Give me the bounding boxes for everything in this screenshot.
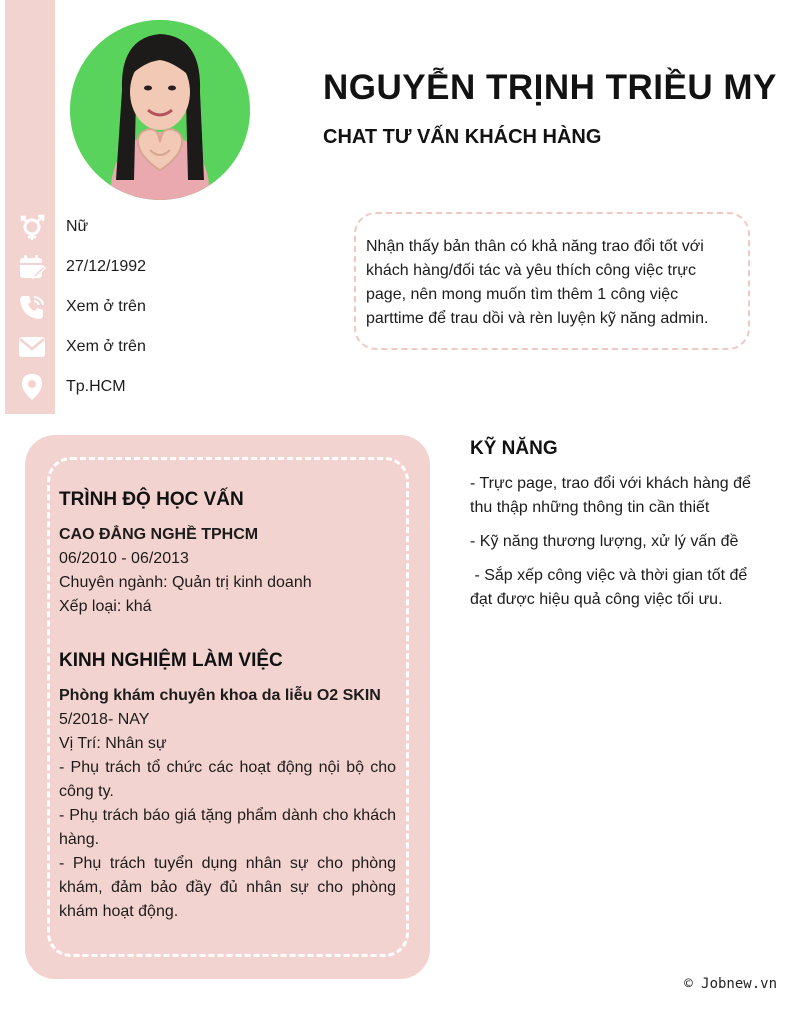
education-section [59, 489, 396, 619]
experience-period: 5/2018- NAY [59, 711, 150, 728]
location-pin-icon [18, 373, 46, 401]
contact-phone: Xem ở trên [66, 298, 146, 315]
education-major: Chuyên ngành: Quản trị kinh doanh [59, 574, 312, 591]
contact-birthdate: 27/12/1992 [66, 258, 147, 275]
skill-item: - Sắp xếp công việc và thời gian tốt để đạt được hiệu quả công việc tối ưu. [470, 567, 752, 608]
experience-position: Vị Trí: Nhân sự [59, 735, 167, 752]
contact-location: Tp.HCM [66, 378, 126, 395]
skills-section [470, 438, 770, 622]
education-grade: Xếp loại: khá [59, 598, 152, 615]
contact-email: Xem ở trên [66, 338, 146, 355]
company-name: Phòng khám chuyên khoa da liễu O2 SKIN [59, 687, 381, 704]
career-objective-text: Nhận thấy bản thân có khả năng trao đổi tốt với khách hàng/đối tác và yêu thích công việc trực page, nên mong muốn tìm thêm 1 công việc parttime để trau dồi và rèn luyện kỹ năng admin. [366, 238, 709, 327]
copyright-footer: © Jobnew.vn [684, 976, 777, 992]
experience-duty: - Phụ trách tuyển dụng nhân sự cho phòng khám, đảm bảo đầy đủ nhân sự cho phòng khám hoạt động. [59, 855, 396, 920]
phone-icon [18, 293, 46, 321]
contact-gender: Nữ [66, 218, 89, 235]
career-objective-box [354, 212, 750, 350]
experience-duty: - Phụ trách tổ chức các hoạt động nội bộ cho công ty. [59, 759, 396, 800]
experience-title: KINH NGHIỆM LÀM VIỆC [59, 650, 283, 671]
experience-section [59, 650, 396, 924]
email-icon [18, 333, 46, 361]
skill-item: - Trực page, trao đổi với khách hàng để thu thập những thông tin cần thiết [470, 475, 751, 516]
gender-icon [18, 213, 46, 241]
job-title: CHAT TƯ VẤN KHÁCH HÀNG [323, 126, 602, 148]
experience-duty: - Phụ trách báo giá tặng phẩm dành cho khách hàng. [59, 807, 396, 848]
skill-item: - Kỹ năng thương lượng, xử lý vấn đề [470, 533, 739, 550]
education-title: TRÌNH ĐỘ HỌC VẤN [59, 489, 244, 510]
calendar-icon [18, 253, 46, 281]
avatar [70, 20, 250, 200]
skills-title: KỸ NĂNG [470, 438, 558, 459]
candidate-name: NGUYỄN TRỊNH TRIỀU MY [323, 68, 777, 107]
school-name: CAO ĐẲNG NGHỀ TPHCM [59, 526, 259, 543]
education-period: 06/2010 - 06/2013 [59, 550, 189, 567]
profile-photo [70, 20, 250, 200]
